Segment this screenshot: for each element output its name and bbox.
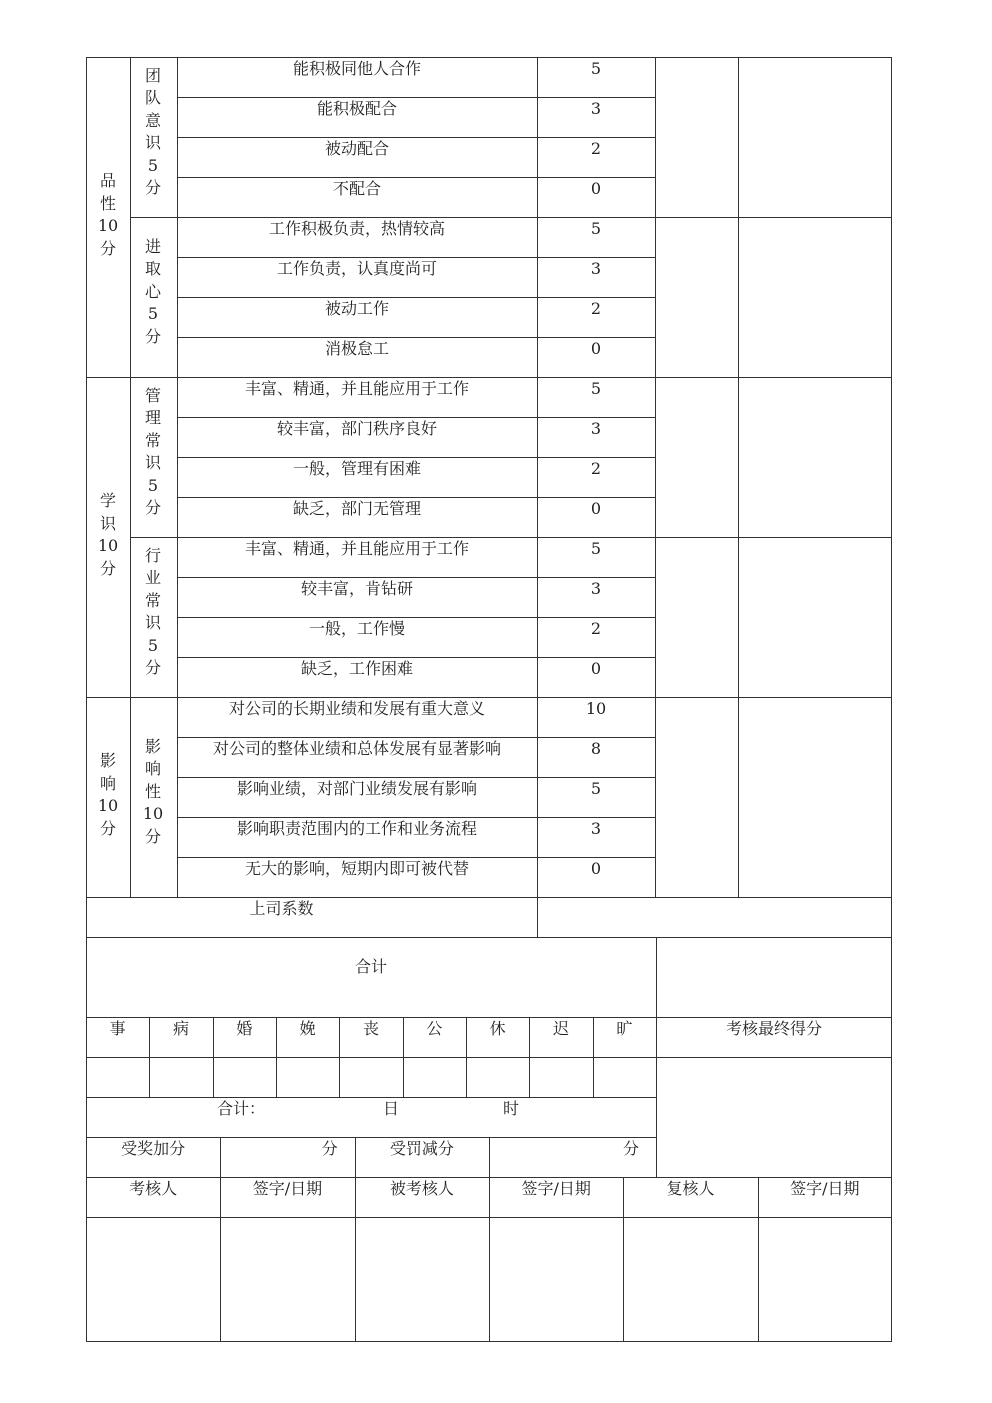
score-value: 2 [590,459,602,478]
subsection-label [138,736,168,849]
criterion-text: 能积极同他人合作 [292,59,421,78]
criterion-text: 较丰富，肯钻研 [300,579,413,598]
attendance-header: 事 [109,1019,126,1038]
attendance-value-cell[interactable] [213,1057,276,1097]
subsection-label-char: 识 [144,133,161,152]
section-label-char: 品 [99,171,116,190]
attendance-value-cell[interactable] [593,1057,656,1097]
section-label-char: 10 [97,536,119,555]
self-score-cell[interactable] [655,697,738,897]
subsection-label-char: 分 [144,178,161,197]
score-value: 5 [590,779,602,798]
self-score-cell[interactable] [655,57,738,217]
subsection-label [138,385,168,520]
criterion-text: 一般，工作慢 [308,619,405,638]
score-value: 2 [590,619,602,638]
subsection-label-char: 进 [144,236,161,256]
attendance-header: 病 [172,1019,189,1038]
subsection-label-char: 识 [144,453,161,472]
attendance-sum-cell [86,1097,656,1137]
score-value: 5 [590,379,602,398]
score-value: 0 [590,339,602,358]
criterion-text: 影响业绩，对部门业绩发展有影响 [236,779,477,798]
supervisor-score-cell[interactable] [738,217,892,377]
signature-header: 签字/日期 [790,1179,860,1198]
criterion-text: 被动配合 [324,139,389,158]
total-label: 合计 [354,957,387,976]
supervisor-coef-label: 上司系数 [249,899,314,918]
attendance-day-unit: 日 [382,1099,399,1118]
criterion-text: 丰富、精通，并且能应用于工作 [244,539,469,558]
penalty-unit: 分 [622,1139,639,1158]
attendance-value-cell[interactable] [339,1057,402,1097]
score-value: 5 [590,539,602,558]
section-label-char: 学 [99,491,116,510]
subsection-label-char: 分 [144,826,161,846]
section-label-char: 10 [97,796,119,815]
score-value: 3 [590,819,602,838]
subsection-label-char: 5 [147,475,159,495]
section-label-char: 10 [97,216,119,235]
subsection-label [138,236,168,349]
criterion-text: 无大的影响，短期内即可被代替 [244,859,469,878]
signature-header: 考核人 [129,1179,178,1198]
section-label-char: 影 [99,751,116,770]
subsection-label-char: 分 [144,658,161,677]
subsection-label-char: 5 [147,155,159,175]
subsection-label-char: 常 [144,590,161,610]
subsection-label-char: 10 [142,804,164,824]
score-value: 2 [590,299,602,318]
criterion-text: 工作积极负责，热情较高 [268,219,445,238]
signature-field[interactable] [86,1217,220,1342]
criterion-text: 影响职责范围内的工作和业务流程 [236,819,477,838]
subsection-label-char: 意 [144,110,161,130]
section-label-char: 响 [99,773,116,793]
subsection-label-char: 团 [144,65,161,85]
total-value[interactable] [656,937,892,1017]
signature-field[interactable] [758,1217,892,1342]
supervisor-score-cell[interactable] [738,697,892,897]
section-label-char: 识 [99,513,116,533]
attendance-value-cell[interactable] [149,1057,212,1097]
section-label-char: 分 [99,558,116,578]
reward-label: 受奖加分 [121,1139,186,1158]
subsection-label-char: 心 [144,281,161,301]
subsection-label-char: 行 [144,545,161,565]
criterion-text: 不配合 [332,179,381,198]
attendance-header: 娩 [299,1019,316,1038]
subsection-label-char: 响 [144,759,161,779]
section-label [93,490,123,580]
section-label [93,750,123,840]
criterion-text: 工作负责，认真度尚可 [276,259,437,278]
score-value: 8 [590,739,602,758]
score-value: 5 [590,59,602,78]
subsection-label-char: 理 [144,408,161,427]
criterion-text: 对公司的长期业绩和发展有重大意义 [228,699,485,718]
attendance-value-cell[interactable] [86,1057,149,1097]
signature-header: 复核人 [666,1179,715,1198]
subsection-label [138,65,168,200]
subsection-label-char: 性 [144,781,161,801]
subsection-label-char: 管 [144,385,161,405]
score-value: 0 [590,499,602,518]
criterion-text: 被动工作 [324,299,389,318]
criterion-text: 缺乏，工作困难 [300,659,413,678]
score-value: 10 [585,699,607,718]
attendance-header: 婚 [236,1019,253,1038]
self-score-cell[interactable] [655,377,738,537]
total-label-cell [86,937,656,1017]
self-score-cell[interactable] [655,537,738,697]
score-value: 5 [590,219,602,238]
subsection-label-char: 常 [144,430,161,450]
criterion-text: 对公司的整体业绩和总体发展有显著影响 [212,739,501,758]
attendance-hour-unit: 时 [502,1099,519,1118]
signature-header: 被考核人 [389,1179,454,1198]
criterion-text: 缺乏，部门无管理 [292,499,421,518]
supervisor-score-cell[interactable] [738,57,892,217]
attendance-value-cell[interactable] [403,1057,466,1097]
criterion-text: 一般，管理有困难 [292,459,421,478]
signature-field[interactable] [489,1217,623,1342]
subsection-label [138,545,168,680]
reward-unit: 分 [321,1139,338,1158]
attendance-header: 旷 [616,1019,633,1038]
penalty-label: 受罚减分 [389,1139,454,1158]
subsection-label-char: 分 [144,498,161,517]
subsection-label-char: 影 [144,736,161,756]
subsection-label-char: 分 [144,326,161,346]
subsection-label-char: 5 [147,635,159,655]
self-score-cell[interactable] [655,217,738,377]
signature-field[interactable] [623,1217,757,1342]
criterion-text: 消极怠工 [324,339,389,358]
score-value: 3 [590,579,602,598]
signature-header: 签字/日期 [521,1179,591,1198]
attendance-header: 休 [489,1019,506,1038]
score-value: 2 [590,139,602,158]
final-score-value[interactable] [656,1057,892,1177]
attendance-value-cell[interactable] [529,1057,592,1097]
subsection-label-char: 队 [144,88,161,107]
section-label [93,170,123,260]
subsection-label-char: 5 [147,304,159,324]
attendance-header: 公 [426,1019,443,1038]
attendance-sum-label: 合计： [216,1099,265,1118]
section-label-char: 分 [99,238,116,258]
criterion-text: 较丰富，部门秩序良好 [276,419,437,438]
score-value: 0 [590,179,602,198]
subsection-label-char: 业 [144,568,161,587]
score-value: 0 [590,859,602,878]
section-label-char: 性 [99,193,116,213]
signature-field[interactable] [355,1217,489,1342]
signature-field[interactable] [220,1217,354,1342]
score-value: 3 [590,259,602,278]
attendance-value-cell[interactable] [466,1057,529,1097]
supervisor-score-cell[interactable] [738,537,892,697]
criterion-text: 丰富、精通，并且能应用于工作 [244,379,469,398]
score-value: 3 [590,419,602,438]
section-label-char: 分 [99,818,116,838]
attendance-value-cell[interactable] [276,1057,339,1097]
signature-header: 签字/日期 [252,1179,323,1198]
subsection-label-char: 识 [144,613,161,632]
score-value: 3 [590,99,602,118]
criterion-text: 能积极配合 [316,99,397,118]
supervisor-coef-value[interactable] [537,897,892,937]
final-score-label: 考核最终得分 [725,1019,822,1038]
supervisor-score-cell[interactable] [738,377,892,537]
subsection-label-char: 取 [144,259,161,279]
attendance-header: 丧 [362,1019,379,1038]
attendance-header: 迟 [552,1019,569,1038]
appraisal-form [86,57,892,1342]
score-value: 0 [590,659,602,678]
